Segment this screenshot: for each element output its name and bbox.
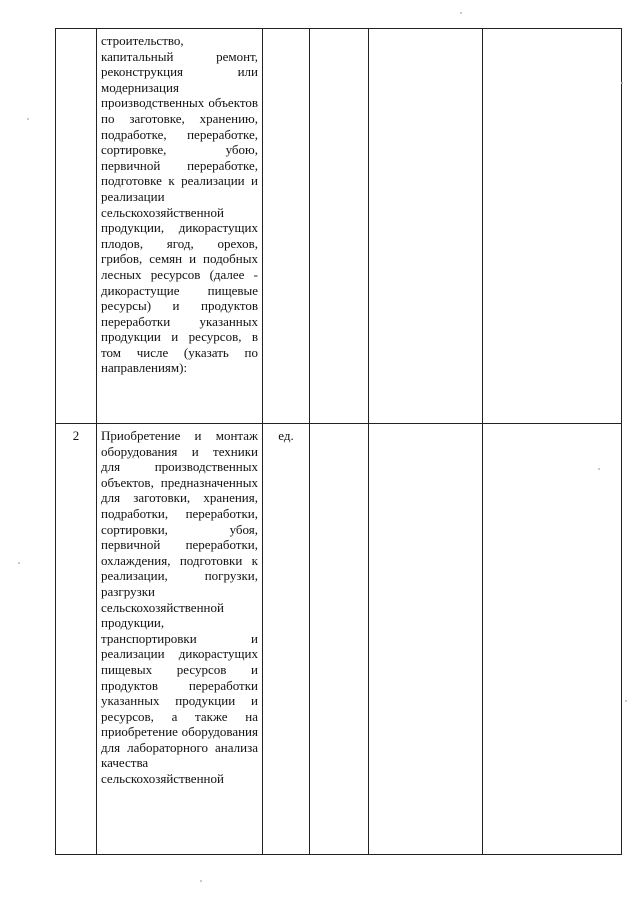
scan-speck bbox=[621, 82, 623, 84]
row-value-cell bbox=[369, 29, 483, 424]
row-description-cell: Приобретение и монтаж оборудования и техники для производственных объектов, предназначенных для заготовки, хранения, подработки, переработки, сортировки, убоя, первичной переработки, охлаждения, подготовки к реализации, погрузки, разгрузки сельскохозяйственной продукции, транспортировки и реализации дикорастущих пищевых ресурсов и продуктов переработки указанных продукции и ресурсов, а также на приобретение оборудования для лабораторного анализа качества сельскохозяйственной bbox=[97, 424, 263, 855]
row-value-cell bbox=[310, 29, 369, 424]
scan-speck bbox=[27, 118, 29, 120]
scan-speck bbox=[598, 468, 600, 470]
row-description-cell: строительство, капитальный ремонт, реконструкция или модернизация производственных объектов по заготовке, хранению, подработке, переработке, сортировке, убою, первичной переработке, подготовке к реализации и реализации сельскохозяйственной продукции, дикорастущих плодов, ягод, орехов, грибов, семян и подобных лесных ресурсов (далее - дикорастущие пищевые ресурсы) и продуктов переработки указанных продукции и ресурсов, в том числе (указать по направлениям): bbox=[97, 29, 263, 424]
table-row bbox=[56, 424, 622, 855]
scan-speck bbox=[18, 562, 20, 564]
table-row bbox=[56, 29, 622, 424]
row-value-cell bbox=[310, 424, 369, 855]
row-number-cell: 2 bbox=[56, 424, 97, 855]
scan-speck bbox=[460, 12, 462, 14]
row-unit-cell bbox=[263, 29, 310, 424]
scan-speck bbox=[200, 880, 202, 882]
scan-speck bbox=[625, 700, 627, 702]
row-unit-cell: ед. bbox=[263, 424, 310, 855]
row-value-cell bbox=[483, 29, 622, 424]
measures-table bbox=[55, 28, 622, 855]
row-value-cell bbox=[483, 424, 622, 855]
row-number-cell bbox=[56, 29, 97, 424]
row-value-cell bbox=[369, 424, 483, 855]
